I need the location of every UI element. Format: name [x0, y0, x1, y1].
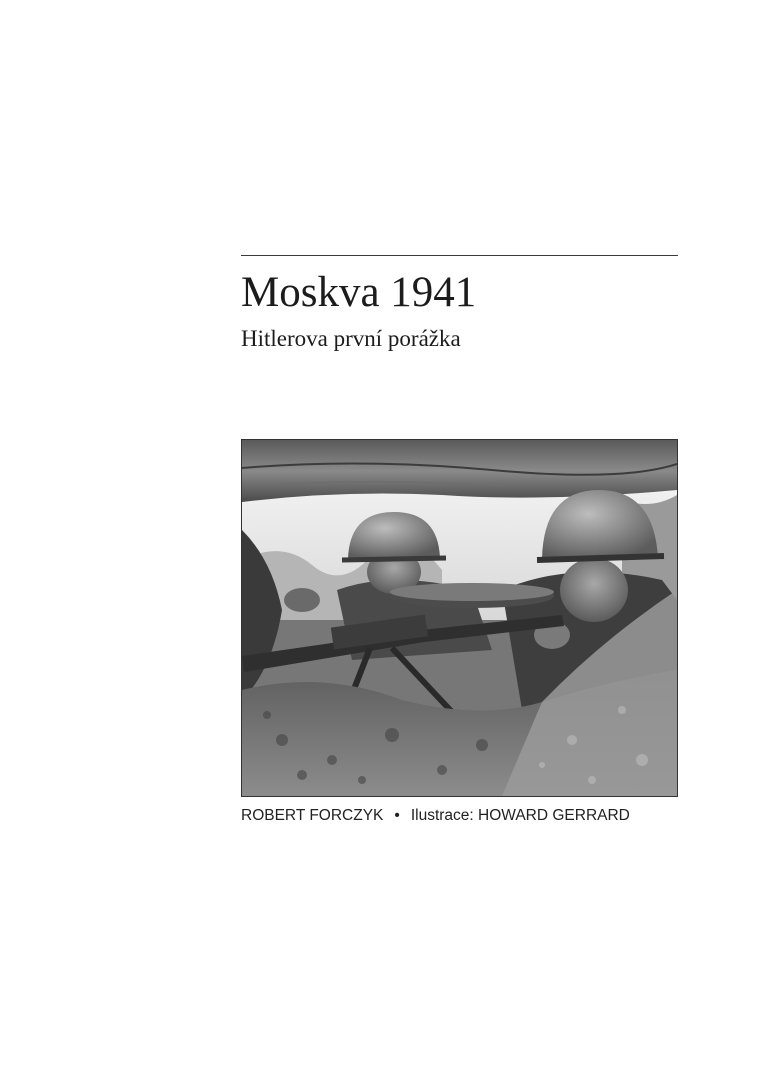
- title-rule: [241, 255, 678, 256]
- book-subtitle: Hitlerova první porážka: [241, 326, 461, 351]
- author-name: ROBERT FORCZYK: [241, 807, 384, 824]
- cover-photograph: [241, 439, 678, 797]
- book-title: Moskva 1941: [241, 269, 477, 316]
- illustrator-credit: Ilustrace: HOWARD GERRARD: [410, 807, 630, 824]
- bullet-separator: •: [394, 807, 400, 824]
- photograph-illustration: [242, 440, 677, 796]
- credits-line: [241, 806, 678, 826]
